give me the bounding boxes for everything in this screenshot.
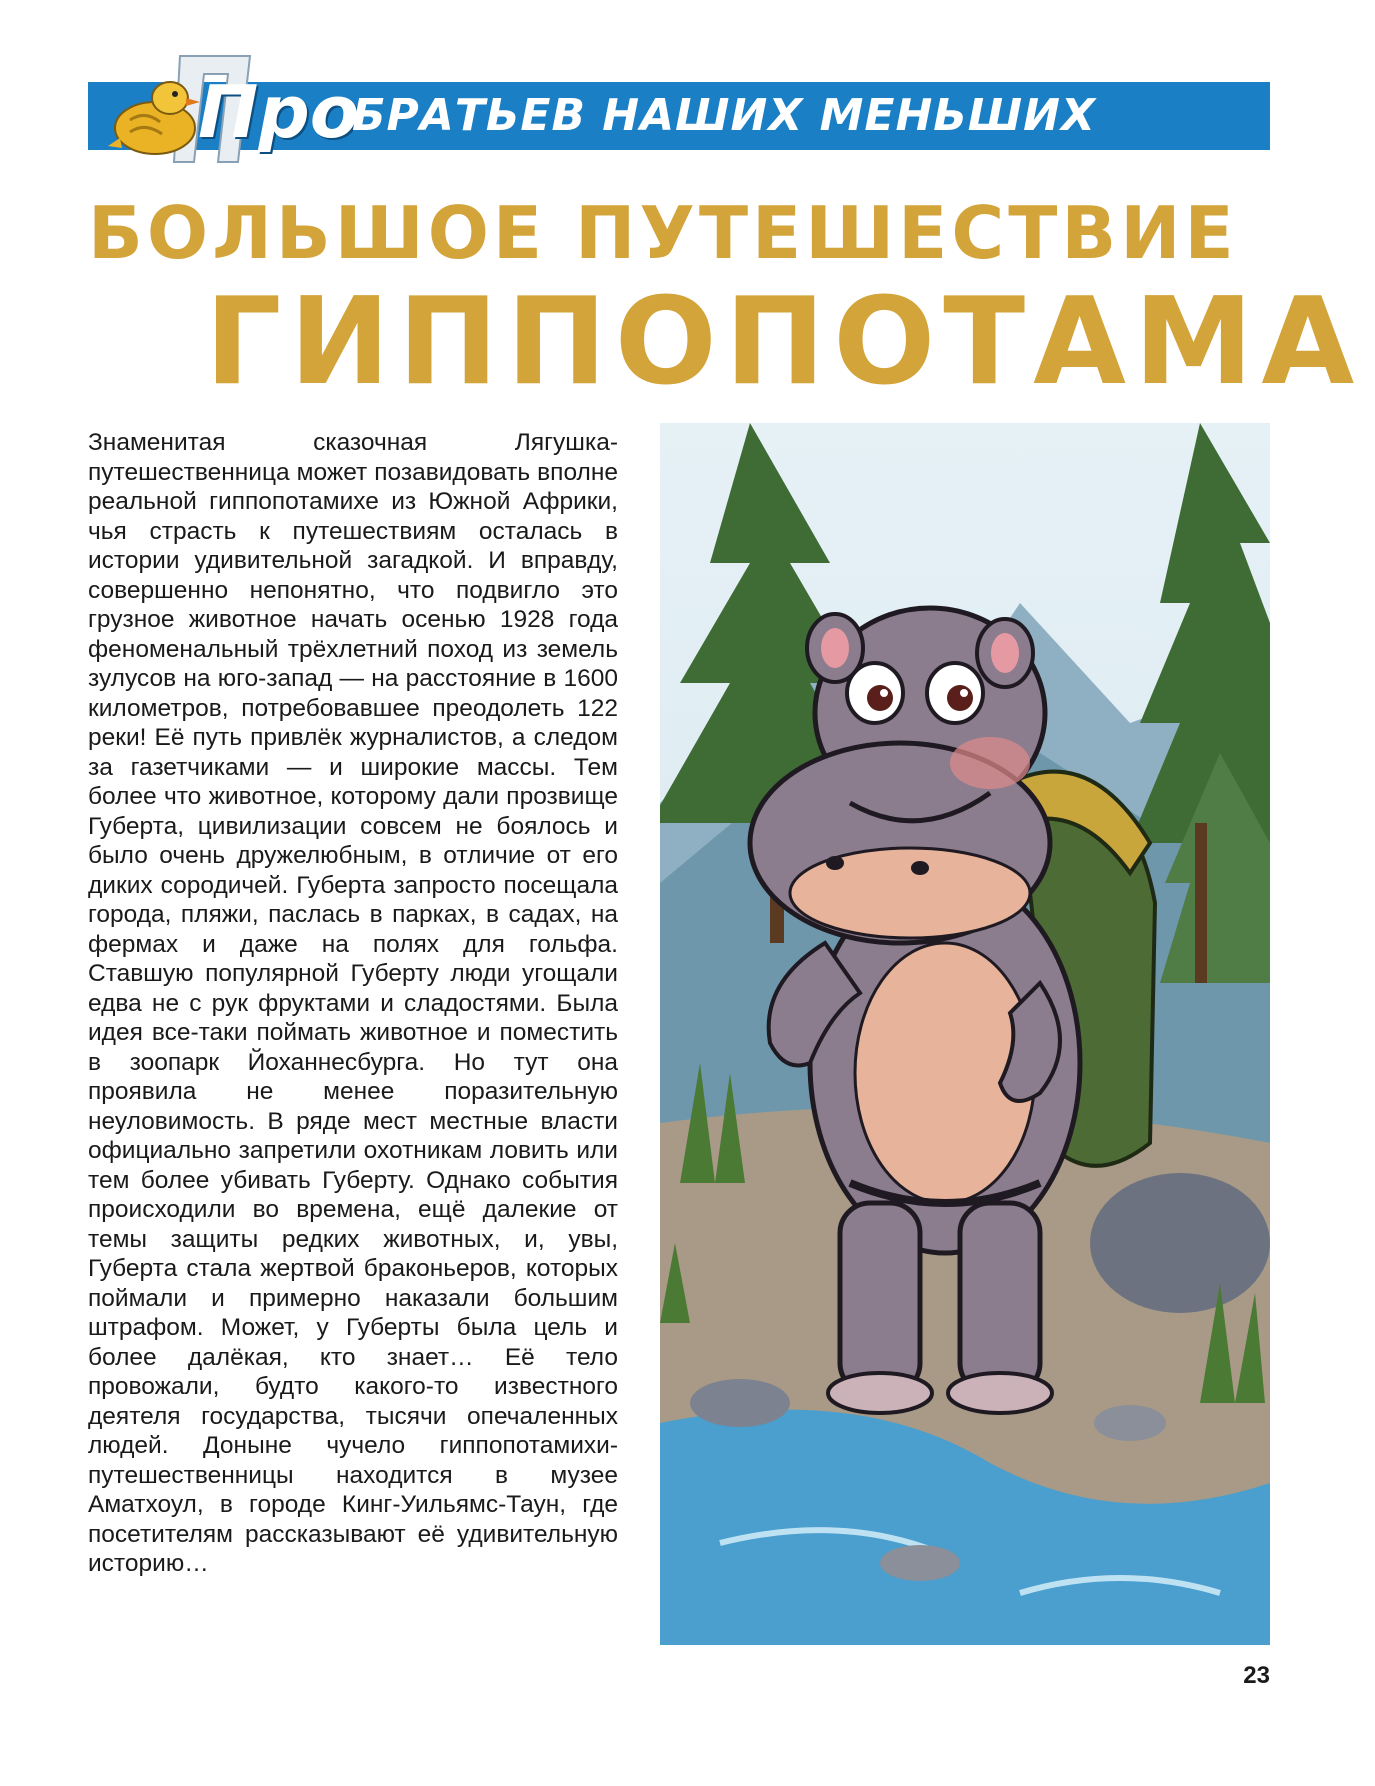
illustration <box>660 423 1270 1645</box>
logo-text: Про <box>198 70 360 154</box>
section-title: БРАТЬЕВ НАШИХ МЕНЬШИХ <box>352 90 1096 141</box>
headline-line-2: ГИППОПОТАМА <box>205 273 1363 412</box>
article-body: Знаменитая сказочная Лягушка-путешественница может позавидовать вполне реальной гиппопотамихе из Южной Африки, чья страсть к путешествиям осталась в истории удивительной загадкой. И вправду, совершенно непонятно, что подвигло это грузное животное начать осенью 1928 года феноменальный трёхлетний поход из земель зулусов на юго-запад — на расстояние в 1600 километров, потребовавшее преодолеть 122 реки! Её путь привлёк журналистов, а следом за газетчиками — и широкие массы. Тем более что животное, которому дали прозвище Губерта, цивилизации совсем не боялось и было очень дружелюбным, в отличие от его диких сородичей. Губерта запросто посещала города, пляжи, паслась в парках, в садах, на фермах и даже на полях для гольфа. Ставшую популярной Губерту люди угощали едва не с рук фруктами и сладостями. Была идея все-таки поймать животное и поместить в зоопарк Йоханнесбурга. Но тут она проявила не менее поразительную неуловимость. В ряде мест местные власти официально запретили охотникам ловить или тем более убивать Губерту. Однако события происходили во времена, ещё далекие от темы защиты редких животных, и, увы, Губерта стала жертвой браконьеров, которых поймали и примерно наказали большим штрафом. Может, у Губерты была цель и более далёкая, кто знает… Её тело провожали, будто какого-то известного деятеля государства, тысячи опечаленных людей. Доныне чучело гиппопотамихи-путешественницы находится в музее Аматхоул, в городе Кинг-Уильямс-Таун, где посетителям рассказывают её удивительную историю… <box>88 429 618 1577</box>
page-number: 23 <box>1243 1662 1270 1689</box>
hippo-with-backpack-illustration-icon <box>660 423 1270 1645</box>
headline-line-1: БОЛЬШОЕ ПУТЕШЕСТВИЕ <box>88 191 1238 275</box>
